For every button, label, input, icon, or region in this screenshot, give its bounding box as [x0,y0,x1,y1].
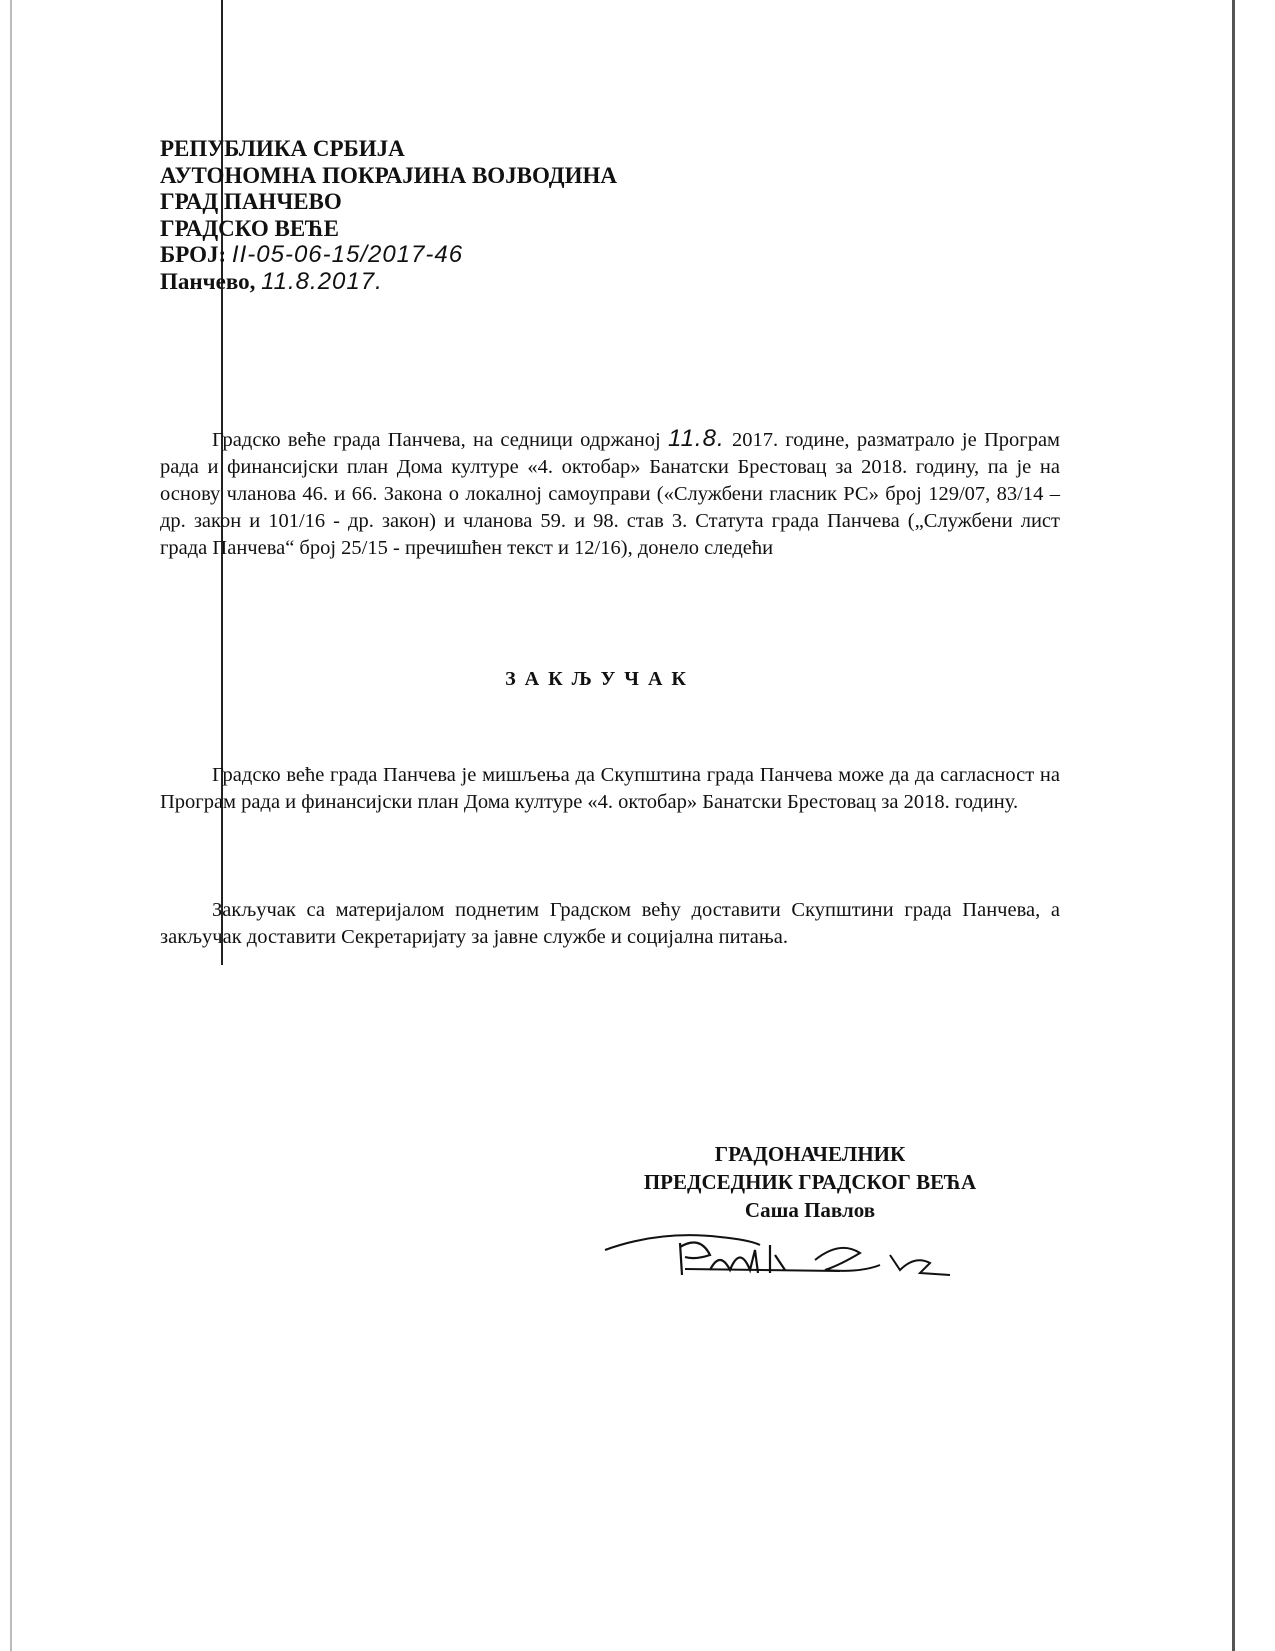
document-number: БРОЈ: II-05-06-15/2017-46 [160,241,464,268]
signer-role: ГРАДОНАЧЕЛНИК [714,1142,906,1166]
intro-paragraph: Градско веће града Панчева, на седници одржаној 11.8. 2017. године, разматрало је Програм рада и финансијски план Дома културе «4. октобар» Банатски Брестовац за 2018. годину, па је на основу чланова 46. и 66. Закона о локалној самоуправи («Службени гласник РС» број 129/07, 83/14 – др. закон и 101/16 - др. закон) и чланова 59. и 98. став 3. Статута града Панчева („Службени лист града Панчева“ број 25/15 - пречишћен текст и 12/16), донело следећи [160,425,1061,559]
scan-edge-right [1232,0,1235,1651]
handwritten-signature [600,1225,1020,1295]
handwritten-number: II-05-06-15/2017-46 [231,241,464,268]
header-line: ГРАД ПАНЧЕВО [160,189,342,214]
conclusion-paragraph: Градско веће града Панчева је мишљења да Скупштина града Панчева може да да сагласност на Програм рада и финансијски план Дома културе «4. октобар» Банатски Брестовац за 2018. годину. [160,764,1060,813]
scan-edge-left [10,0,12,1651]
document-title: ЗАКЉУЧАК [505,668,695,690]
header-line: АУТОНОМНА ПОКРАЈИНА ВОЈВОДИНА [160,162,617,188]
header-line: ГРАДСКО ВЕЋЕ [160,215,339,241]
signer-role: ПРЕДСЕДНИК ГРАДСКОГ ВЕЋА [643,1170,977,1194]
signature-block [600,1140,1020,1224]
handwritten-session-date: 11.8. [668,425,725,452]
handwritten-date: 11.8.2017. [261,267,383,295]
document-header [160,136,617,295]
signer-name: Саша Павлов [744,1198,876,1222]
header-line: РЕПУБЛИКА СРБИЈА [160,136,405,161]
delivery-paragraph: Закључак са материјалом поднетим Градском већу доставити Скупштини града Панчева, а закључак доставити Секретаријату за јавне службе и социјална питања. [160,899,1060,948]
document-date: Панчево, 11.8.2017. [160,267,383,295]
